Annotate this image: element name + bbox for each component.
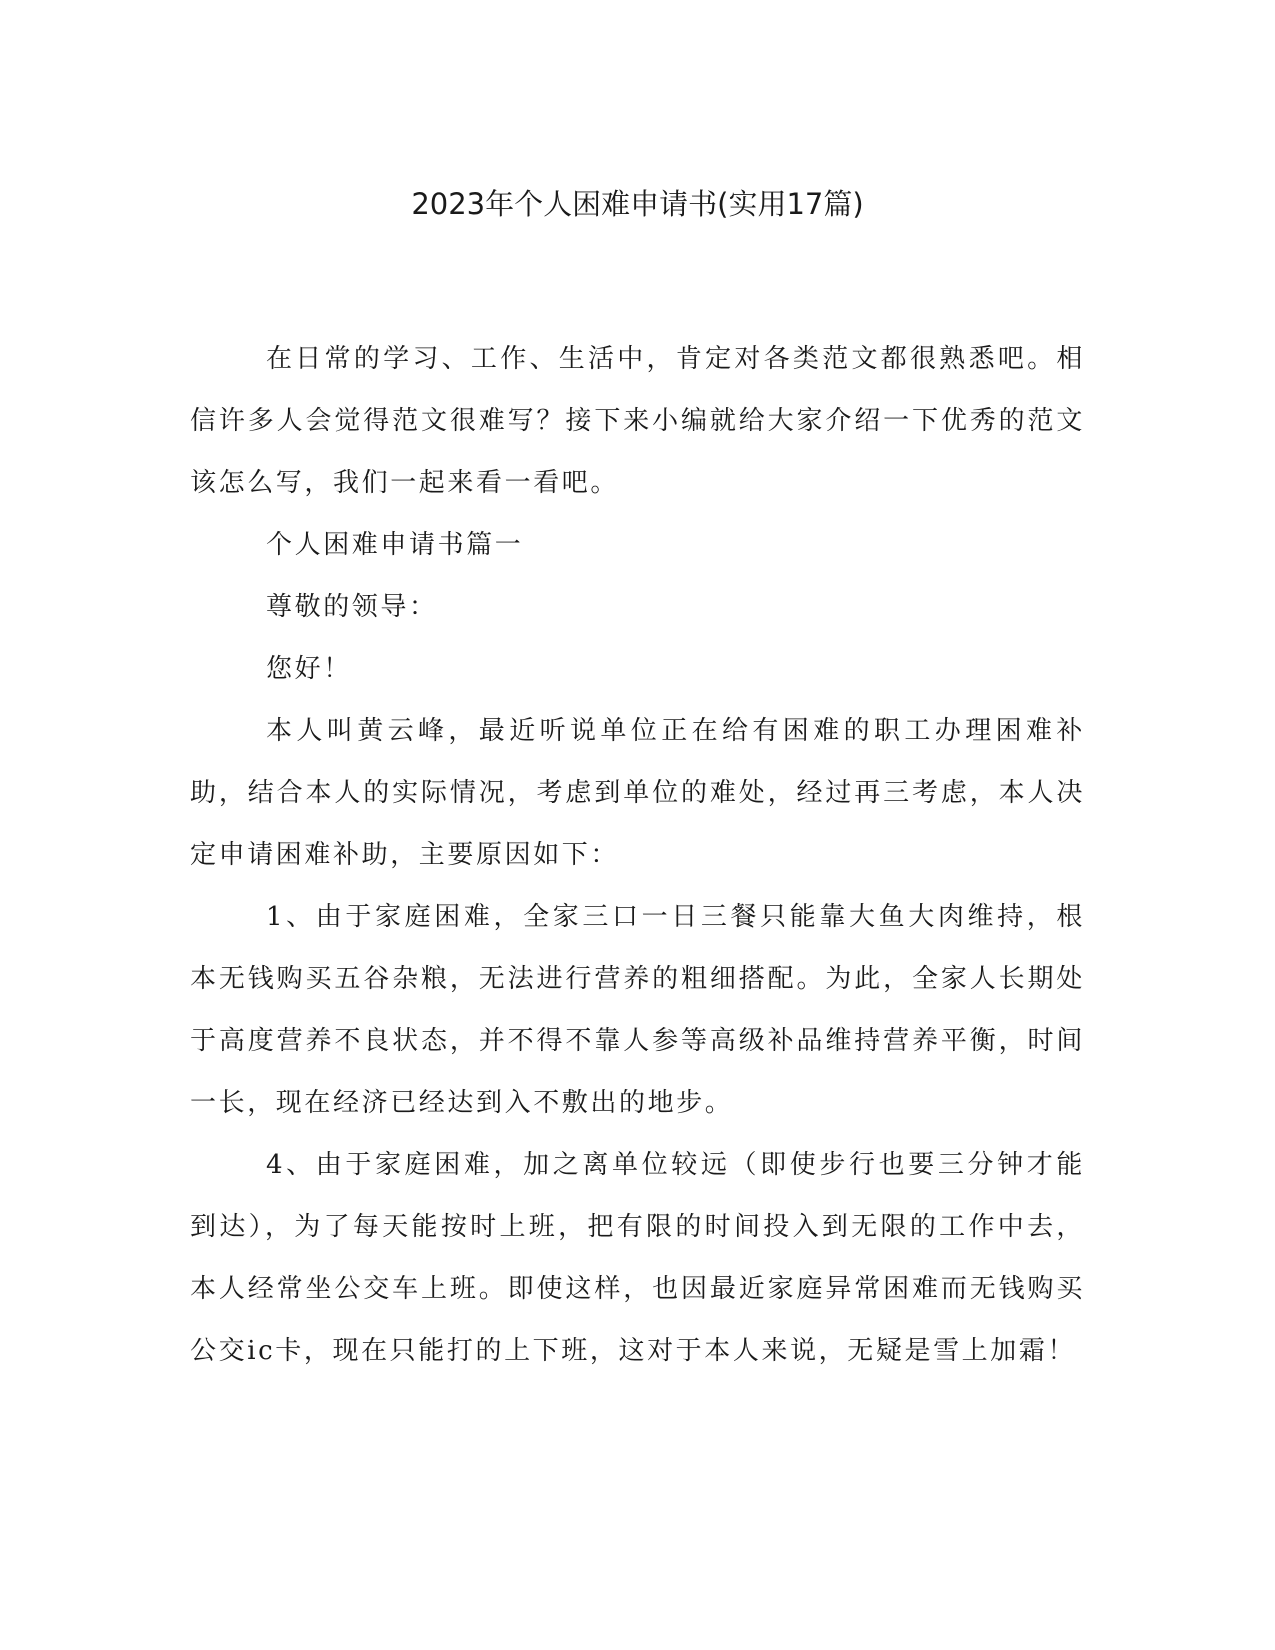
paragraph-intro: 在日常的学习、工作、生活中，肯定对各类范文都很熟悉吧。相信许多人会觉得范文很难写？接下来小编就给大家介绍一下优秀的范文该怎么写，我们一起来看一看吧。 [190,344,1085,498]
paragraph-reason-1: 1、由于家庭困难，全家三口一日三餐只能靠大鱼大肉维持，根本无钱购买五谷杂粮，无法进行营养的粗细搭配。为此，全家人长期处于高度营养不良状态，并不得不靠人参等高级补品维持营养平衡，时间一长，现在经济已经达到入不敷出的地步。 [190,902,1085,1118]
greeting: 您好！ [266,654,352,684]
section-heading: 个人困难申请书篇一 [266,530,524,560]
document-title: 2023年个人困难申请书(实用17篇) [411,187,864,221]
salutation: 尊敬的领导： [266,592,438,622]
paragraph-applicant: 本人叫黄云峰，最近听说单位正在给有困难的职工办理困难补助，结合本人的实际情况，考虑到单位的难处，经过再三考虑，本人决定申请困难补助，主要原因如下： [190,716,1085,870]
document-body [190,328,1085,1382]
paragraph-reason-4: 4、由于家庭困难，加之离单位较远（即使步行也要三分钟才能到达），为了每天能按时上班，把有限的时间投入到无限的工作中去，本人经常坐公交车上班。即使这样，也因最近家庭异常困难而无钱购买公交ic卡，现在只能打的上下班，这对于本人来说，无疑是雪上加霜！ [190,1150,1085,1366]
